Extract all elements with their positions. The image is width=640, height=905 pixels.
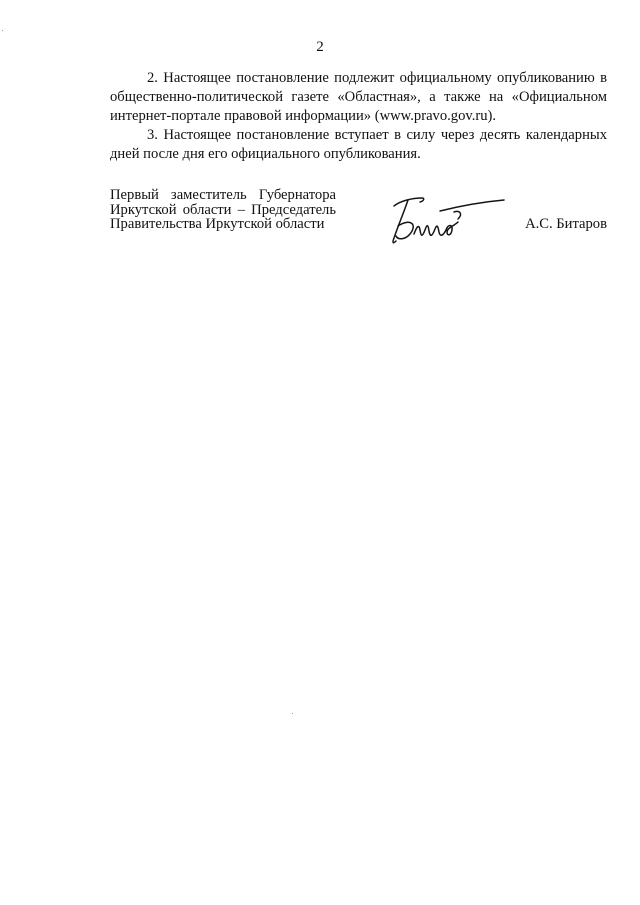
signer-name: А.С. Битаров (525, 216, 607, 232)
scan-speck (292, 713, 293, 714)
scan-speck (2, 30, 3, 31)
paragraph-publication: 2. Настоящее постановление подлежит официальному опубликованию в общественно-политической газете «Областная», а также на «Официальном интернет-портале правовой информации» (www.pravo.gov.ru). (110, 70, 607, 124)
page-number: 2 (316, 39, 324, 55)
signature-block (110, 188, 607, 258)
handwritten-signature (378, 186, 508, 256)
signer-position-line: Иркутской области – Председатель (110, 201, 336, 218)
signer-position-line: Правительства Иркутской области (110, 216, 325, 232)
body-text (110, 69, 607, 164)
signer-position-line: Первый заместитель Губернатора (110, 187, 336, 203)
signer-position (110, 188, 336, 232)
paragraph-entry-into-force: 3. Настоящее постановление вступает в силу через десять календарных дней после дня его официального опубликования. (110, 127, 607, 162)
